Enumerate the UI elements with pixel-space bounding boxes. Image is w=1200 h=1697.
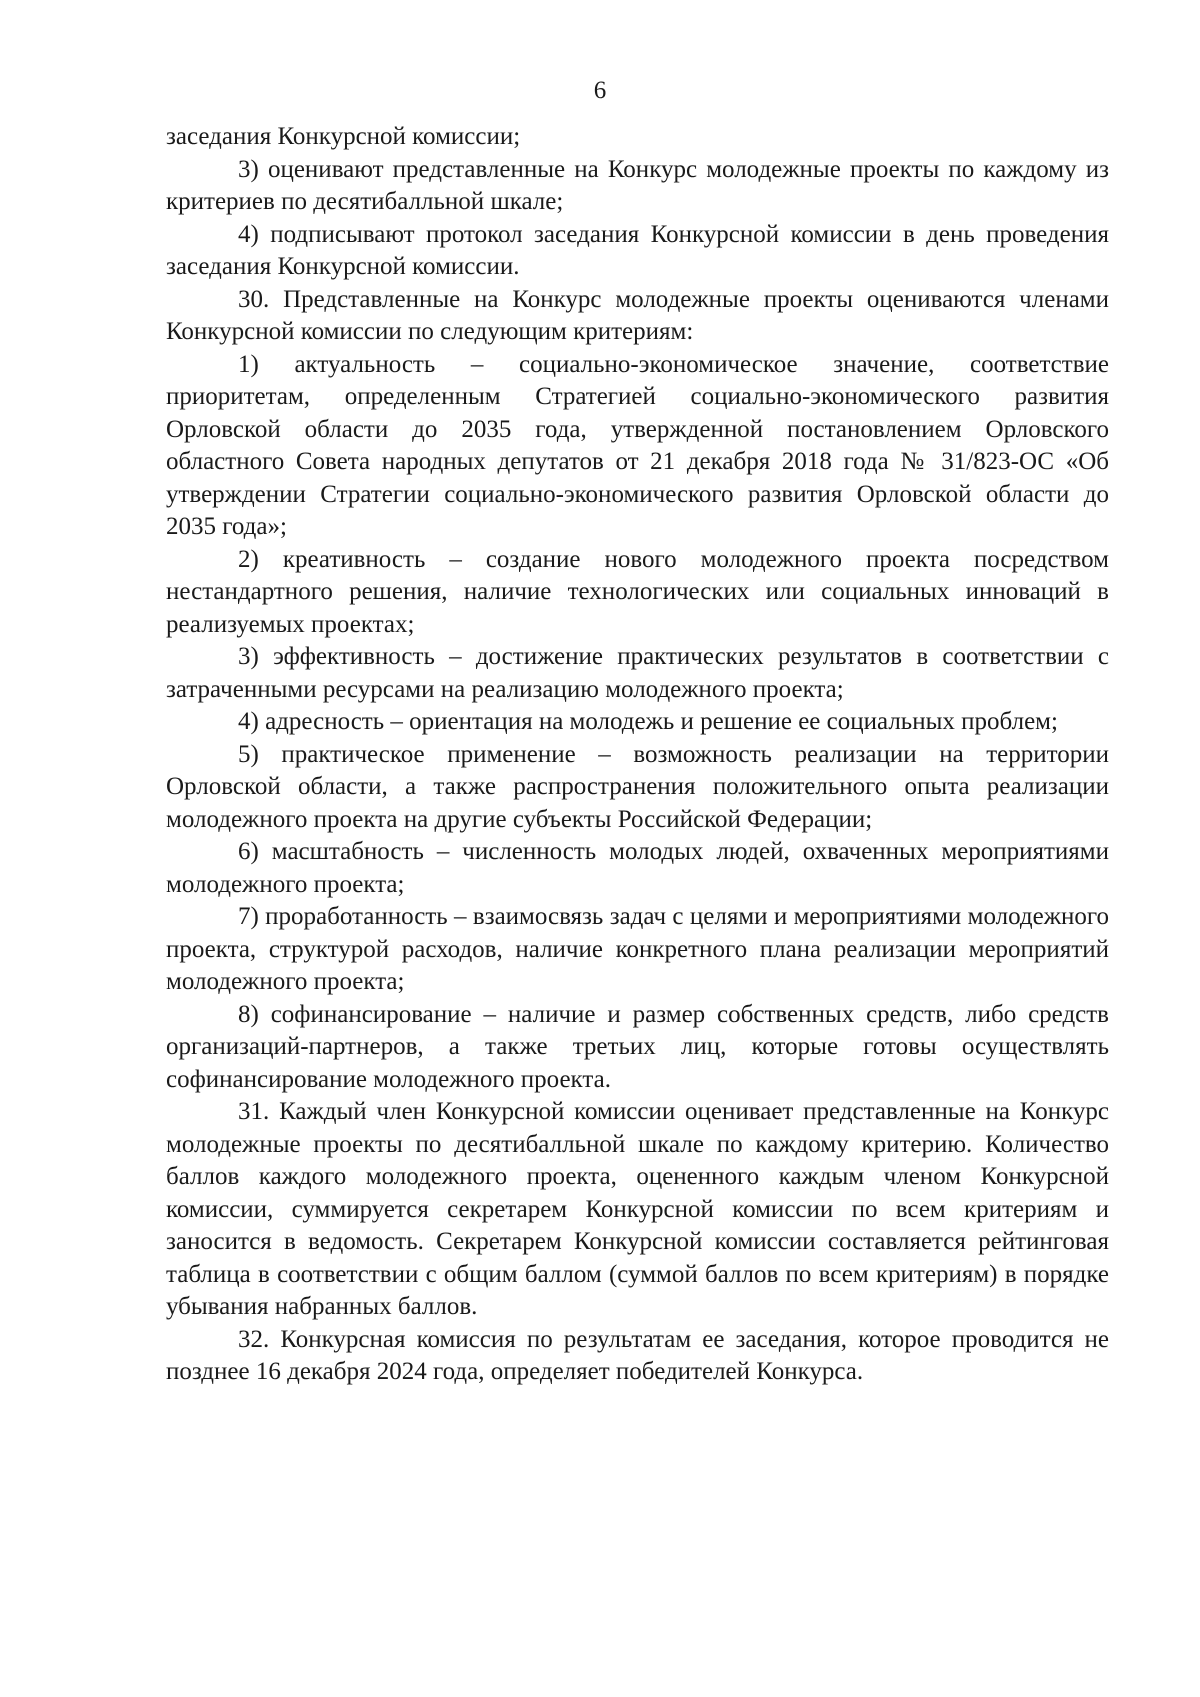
criterion-relevance: 1) актуальность – социально-экономическое значение, соответствие приоритетам, определенным Стратегией социально-экономического развития Орловской области до 2035 года, утвержденной постановлением Орловского областного Совета народных депутатов от 21 декабря 2018 года № 31/823-ОС «Об утверждении Стратегии социально-экономического развития Орловской области до 2035 года»; (166, 350, 1109, 540)
document-body (166, 121, 1109, 1389)
criterion-efficiency: 3) эффективность – достижение практических результатов в соответствии с затраченными ресурсами на реализацию молодежного проекта; (166, 643, 1109, 703)
paragraph-continuation: заседания Конкурсной комиссии; (166, 123, 521, 150)
criterion-cofinancing: 8) софинансирование – наличие и размер собственных средств, либо средств организаций-партнеров, а также третьих лиц, которые готовы осуществлять софинансирование молодежного проекта. (166, 1000, 1109, 1093)
paragraph-item-4-sign-protocol: 4) подписывают протокол заседания Конкурсной комиссии в день проведения заседания Конкурсной комиссии. (166, 220, 1109, 280)
criterion-creativity: 2) креативность – создание нового молодежного проекта посредством нестандартного решения, наличие технологических или социальных инноваций в реализуемых проектах; (166, 545, 1109, 638)
page-number: 6 (593, 77, 607, 104)
criterion-scale: 6) масштабность – численность молодых людей, охваченных мероприятиями молодежного проекта; (166, 838, 1109, 898)
paragraph-32-winners: 32. Конкурсная комиссия по результатам ее заседания, которое проводится не позднее 16 декабря 2024 года, определяет победителей Конкурса. (166, 1325, 1109, 1385)
paragraph-30-criteria: 30. Представленные на Конкурс молодежные проекты оцениваются членами Конкурсной комиссии по следующим критериям: (166, 285, 1109, 345)
criterion-practical-application: 5) практическое применение – возможность реализации на территории Орловской области, а также распространения положительного опыта реализации молодежного проекта на другие субъекты Российской Федерации; (166, 740, 1109, 833)
paragraph-31-scoring: 31. Каждый член Конкурсной комиссии оценивает представленные на Конкурс молодежные проекты по десятибалльной шкале по каждому критерию. Количество баллов каждого молодежного проекта, оцененного каждым членом Конкурсной комиссии, суммируется секретарем Конкурсной комиссии по всем критериям и заносится в ведомость. Секретарем Конкурсной комиссии составляется рейтинговая таблица в соответствии с общим баллом (суммой баллов по всем критериям) в порядке убывания набранных баллов. (166, 1098, 1109, 1320)
criterion-elaboration: 7) проработанность – взаимосвязь задач с целями и мероприятиями молодежного проекта, структурой расходов, наличие конкретного плана реализации мероприятий молодежного проекта; (166, 903, 1109, 995)
criterion-targeting: 4) адресность – ориентация на молодежь и решение ее социальных проблем; (238, 708, 1058, 735)
paragraph-item-3-evaluate: 3) оценивают представленные на Конкурс молодежные проекты по каждому из критериев по десятибалльной шкале; (166, 155, 1109, 215)
